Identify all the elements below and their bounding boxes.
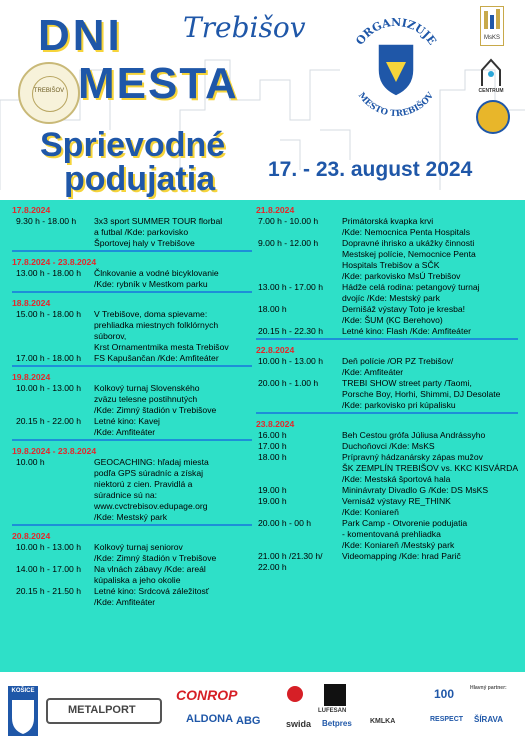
event-time: 17.00 h - 18.00 h <box>16 353 81 363</box>
event-text: /Kde: Nemocnica Penta Hospitals <box>342 227 471 237</box>
kosice-logo <box>8 686 38 736</box>
program-row <box>256 216 518 227</box>
event-time: 22.00 h <box>258 562 287 572</box>
program-day <box>256 345 518 411</box>
program-row <box>256 400 518 411</box>
event-text: ŠK ZEMPLÍN TREBIŠOV vs. KKC KISVÁRDA <box>342 463 519 473</box>
event-time: 14.00 h - 17.00 h <box>16 564 81 574</box>
event-text: Člnkovanie a vodné bicyklovanie <box>94 268 219 278</box>
program-date: 19.8.2024 <box>12 372 51 382</box>
program-row <box>256 367 518 378</box>
event-time: 9.00 h - 12.00 h <box>258 238 319 248</box>
event-text: Beh Cestou grófa Júliusa Andrássyho <box>342 430 486 440</box>
event-text: 3x3 sport SUMMER TOUR florbal <box>94 216 223 226</box>
event-text: /Kde: Zimný štadión v Trebišove <box>94 405 217 415</box>
sirava-logo: ŠÍRAVA <box>474 715 504 724</box>
event-text: Kolkový turnaj seniorov <box>94 542 183 552</box>
section-divider <box>12 365 252 367</box>
event-text: /Kde: rybník v Mestkom parku <box>94 279 208 289</box>
section-divider <box>256 338 518 340</box>
program-row <box>12 405 252 416</box>
event-text: /Kde: ŠUM (KC Berehovo) <box>342 315 443 325</box>
program-row <box>256 529 518 540</box>
event-text: Krst Ornamentmika mesta Trebišov <box>94 342 229 352</box>
event-time: 20.15 h - 22.00 h <box>16 416 81 426</box>
event-time: 20.00 h - 1.00 h <box>258 378 319 388</box>
event-time: 7.00 h - 10.00 h <box>258 216 319 226</box>
event-time: 20.15 h - 22.30 h <box>258 326 323 336</box>
program-row <box>12 542 252 553</box>
program-date: 20.8.2024 <box>12 531 51 541</box>
event-text: Mininávraty Divadlo G /Kde: DS MsKS <box>342 485 489 495</box>
event-text: Dopravné ihrisko a ukážky činnosti <box>342 238 475 248</box>
event-text: podľa GPS súradníc a získaj <box>94 468 204 478</box>
program-day <box>12 257 252 290</box>
event-text: Hádže celá rodina: petangový turnaj <box>342 282 480 292</box>
program-row <box>12 331 252 342</box>
program-row <box>12 320 252 331</box>
event-text: Letné kino: Srdcová záležitosť <box>94 586 210 596</box>
program-row <box>12 564 252 575</box>
program-row <box>256 518 518 529</box>
program-row <box>256 562 518 573</box>
event-time: 13.00 h - 17.00 h <box>258 282 323 292</box>
event-text: kúpaliska a jeho okolie <box>94 575 181 585</box>
event-time: 19.00 h <box>258 485 287 495</box>
org-bottom-text: MESTO TREBIŠOV <box>355 90 437 120</box>
metalport-label: METALPORT <box>68 704 136 716</box>
event-text: Videomapping /Kde: hrad Parič <box>342 551 461 561</box>
program-row <box>12 468 252 479</box>
section-divider <box>12 250 252 252</box>
metalport-logo <box>46 698 162 724</box>
program-date: 17.8.2024 - 23.8.2024 <box>12 257 97 267</box>
event-text: www.cvctrebisov.edupage.org <box>94 501 208 511</box>
event-time: 16.00 h <box>258 430 287 440</box>
program-row <box>12 512 252 523</box>
msks-logo <box>480 6 504 46</box>
swida-logo: swida <box>286 719 312 729</box>
program-row <box>12 597 252 608</box>
program-row <box>12 353 252 364</box>
program-row <box>256 551 518 562</box>
event-text: Prípravný hádzanársky zápas mužov <box>342 452 483 462</box>
program-date: 18.8.2024 <box>12 298 51 308</box>
section-divider <box>12 524 252 526</box>
partners-label: Hlavný partner: <box>470 685 507 691</box>
anniversary-stamp <box>18 62 80 124</box>
organizer-logo <box>342 10 450 122</box>
program-day <box>12 531 252 608</box>
program-row <box>12 279 252 290</box>
program-row <box>256 227 518 238</box>
stamp-text: TREBIŠOV <box>33 88 65 94</box>
event-text: súradnice sú na: <box>94 490 158 500</box>
event-time: 20.00 h - 00 h <box>258 518 312 528</box>
stamp-ring <box>32 76 68 112</box>
event-text: /Kde: Amfiteáter <box>342 367 404 377</box>
betpres-logo: Betpres <box>322 719 352 728</box>
program-row <box>12 553 252 564</box>
event-text: Mestskej polície, Nemocnice Penta <box>342 249 476 259</box>
event-text: FS Kapušančan /Kde: Amfiteáter <box>94 353 219 363</box>
event-text: /Kde: Koniareň /Mestský park <box>342 540 455 550</box>
sponsors-footer <box>0 672 525 743</box>
program-day <box>256 419 518 573</box>
program-right-column <box>256 205 518 573</box>
program-row <box>12 490 252 501</box>
program-row <box>256 378 518 389</box>
event-text: Primátorská kvapka krvi <box>342 216 434 226</box>
event-text: prehliadka miestnych folklórnych <box>94 320 219 330</box>
program-row <box>256 356 518 367</box>
program-row <box>256 540 518 551</box>
program-left-column <box>12 205 252 608</box>
program-date: 21.8.2024 <box>256 205 295 215</box>
event-text: niektorú z cien. Pravidlá a <box>94 479 193 489</box>
program-row <box>256 389 518 400</box>
kosice-label: KOŠICE <box>11 688 35 694</box>
program-row <box>12 309 252 320</box>
program-row <box>12 216 252 227</box>
program-row <box>12 383 252 394</box>
event-text: TREBI SHOW street party /Taomi, <box>342 378 472 388</box>
event-text: - komentovaná prehliadka <box>342 529 441 539</box>
program-row <box>12 427 252 438</box>
event-time: 10.00 h - 13.00 h <box>258 356 323 366</box>
program-row <box>256 326 518 337</box>
dni-title: DNI <box>38 11 123 60</box>
program-row <box>256 430 518 441</box>
program-row <box>12 501 252 512</box>
program-row <box>12 238 252 249</box>
header <box>0 0 525 200</box>
event-time: 18.00 h <box>258 304 287 314</box>
program-row <box>256 485 518 496</box>
event-text: V Trebišove, doma spievame: <box>94 309 208 319</box>
program-row <box>12 575 252 586</box>
conrop-logo: CONROP <box>176 687 238 703</box>
program-row <box>256 463 518 474</box>
event-text: Duchoňovci /Kde: MsKS <box>342 441 435 451</box>
hundred-logo: 100 <box>434 687 455 701</box>
event-text: /Kde: Mestský park <box>94 512 168 522</box>
event-time: 13.00 h - 18.00 h <box>16 268 81 278</box>
program-day <box>12 446 252 523</box>
komlka-logo: KMLKA <box>370 718 396 725</box>
event-time: 10.00 h - 13.00 h <box>16 542 81 552</box>
program-row <box>256 474 518 485</box>
event-dates: 17. - 23. august 2024 <box>268 158 473 181</box>
org-top-text: ORGANIZUJE <box>353 15 439 48</box>
event-time: 10.00 h <box>16 457 45 467</box>
program-row <box>256 304 518 315</box>
trebisov-script: Trebišov <box>183 11 306 44</box>
program-row <box>12 268 252 279</box>
centrum-label: CENTRUM <box>478 88 504 94</box>
program-date: 23.8.2024 <box>256 419 295 429</box>
section-divider <box>12 439 252 441</box>
program-day <box>12 372 252 438</box>
event-text: /Kde: Koniareň <box>342 507 399 517</box>
event-text: /Kde: parkovisko MsÚ Trebišov <box>342 271 461 281</box>
respect-logo: RESPECT <box>430 716 464 723</box>
event-text: Kolkový turnaj Slovenského <box>94 383 200 393</box>
title-line2: podujatia <box>64 160 216 198</box>
section-divider <box>256 412 518 414</box>
event-text: Deň polície /OR PZ Trebišov/ <box>342 356 454 366</box>
program-day <box>256 205 518 337</box>
program-row <box>12 416 252 427</box>
event-text: /Kde: Amfiteáter <box>94 427 156 437</box>
trebisovska-logo <box>287 686 303 702</box>
program-row <box>256 496 518 507</box>
program-row <box>256 271 518 282</box>
event-text: Park Camp - Otvorenie podujatia <box>342 518 468 528</box>
program-row <box>12 586 252 597</box>
mesta-title: MESTA <box>78 59 239 108</box>
event-text: Vernisáž výstavy RE_THINK <box>342 496 451 506</box>
program-row <box>12 394 252 405</box>
event-time: 19.00 h <box>258 496 287 506</box>
program-row <box>256 452 518 463</box>
event-text: /Kde: Amfiteáter <box>94 597 156 607</box>
event-text: dvojíc /Kde: Mestský park <box>342 293 440 303</box>
abg-logo: ABG <box>236 715 261 727</box>
program-date: 17.8.2024 <box>12 205 51 215</box>
program-row <box>12 227 252 238</box>
title-line1: Sprievodné <box>40 126 226 164</box>
event-time: 21.00 h /21.30 h/ <box>258 551 323 561</box>
svg-text:ORGANIZUJE <box>353 16 438 47</box>
event-time: 20.15 h - 21.50 h <box>16 586 81 596</box>
event-text: a futbal /Kde: parkovisko <box>94 227 189 237</box>
event-time: 17.00 h <box>258 441 287 451</box>
program-row <box>256 315 518 326</box>
program-row <box>256 507 518 518</box>
event-text: /Kde: parkovisko pri kúpalisku <box>342 400 456 410</box>
event-text: zväzu telesne postihnutých <box>94 394 198 404</box>
event-time: 9.30 h - 18.00 h <box>16 216 77 226</box>
lufesan-label: LUFESAN <box>318 708 347 714</box>
event-time: 18.00 h <box>258 452 287 462</box>
program-date: 19.8.2024 - 23.8.2024 <box>12 446 97 456</box>
event-text: Hospitals Trebišov a SČK <box>342 260 440 270</box>
program-day <box>12 205 252 249</box>
event-text: Letné kino: Flash /Kde: Amfiteáter <box>342 326 471 336</box>
event-text: Na vlnách zábavy /Kde: areál <box>94 564 206 574</box>
event-text: /Kde: Mestská športová hala <box>342 474 451 484</box>
program-row <box>256 260 518 271</box>
aldona-logo: ALDONA <box>186 713 234 725</box>
program-day <box>12 298 252 364</box>
msks-label: MsKS <box>483 35 501 41</box>
program-row <box>12 479 252 490</box>
event-time: 15.00 h - 18.00 h <box>16 309 81 319</box>
lufesan-logo <box>324 684 346 706</box>
section-divider <box>12 291 252 293</box>
program-row <box>12 457 252 468</box>
event-time: 10.00 h - 13.00 h <box>16 383 81 393</box>
city-seal-icon <box>476 100 510 134</box>
event-text: Porsche Boy, Horhi, Shimmi, DJ Desolate <box>342 389 501 399</box>
centrum-logo <box>478 56 504 90</box>
program-date: 22.8.2024 <box>256 345 295 355</box>
program-row <box>256 249 518 260</box>
event-text: súborov, <box>94 331 127 341</box>
program-row <box>12 342 252 353</box>
program-row <box>256 441 518 452</box>
event-text: Športovej haly v Trebišove <box>94 238 195 248</box>
program-row <box>256 293 518 304</box>
event-text: GEOCACHING: hľadaj miesta <box>94 457 209 467</box>
program-band <box>0 200 525 672</box>
program-row <box>256 282 518 293</box>
event-text: /Kde: Zimný štadión v Trebišove <box>94 553 217 563</box>
program-row <box>256 238 518 249</box>
event-text: Dernišáž výstavy Toto je kresba! <box>342 304 466 314</box>
event-text: Letné kino: Kavej <box>94 416 160 426</box>
